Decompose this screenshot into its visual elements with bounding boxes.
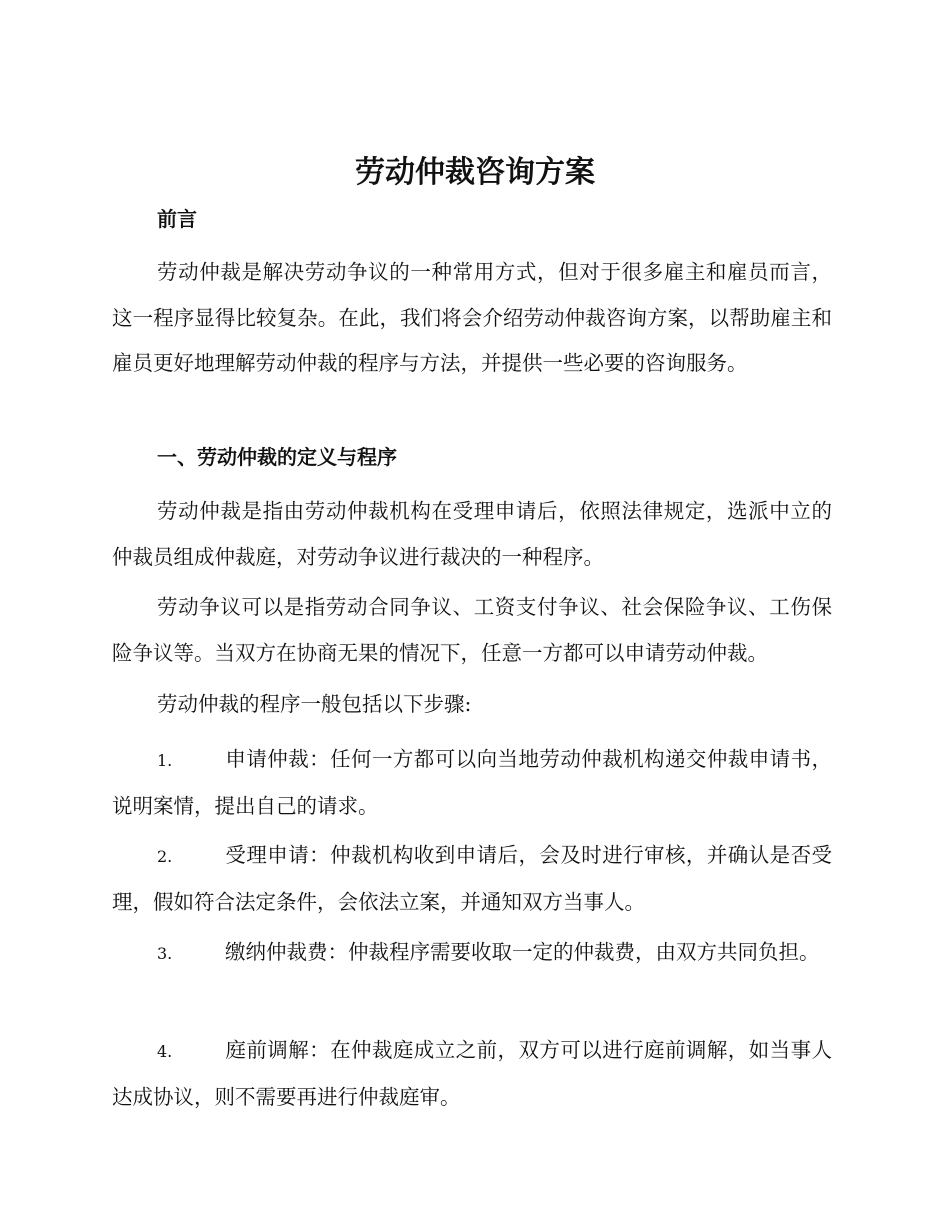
definition-paragraph: 劳动仲裁是指由劳动仲裁机构在受理申请后，依照法律规定，选派中立的仲裁员组成仲裁庭，对劳动争议进行裁决的一种程序。 xyxy=(112,499,832,569)
step-text: 庭前调解：在仲裁庭成立之前，双方可以进行庭前调解，如当事人达成协议，则不需要再进行仲裁庭审。 xyxy=(112,1038,832,1109)
step-item xyxy=(112,737,832,829)
step-text: 申请仲裁：任何一方都可以向当地劳动仲裁机构递交仲裁申请书，说明案情，提出自己的请求。 xyxy=(112,747,832,818)
step-number: 4. xyxy=(157,1042,173,1061)
step-text: 受理申请：仲裁机构收到申请后，会及时进行审核，并确认是否受理，假如符合法定条件，会依法立案，并通知双方当事人。 xyxy=(112,843,832,914)
step-number: 1. xyxy=(157,751,173,770)
section1-heading: 一、劳动仲裁的定义与程序 xyxy=(157,445,397,469)
step-item xyxy=(112,833,832,925)
step-item xyxy=(112,1028,832,1120)
procedure-intro-paragraph: 劳动仲裁的程序一般包括以下步骤: xyxy=(157,692,472,716)
document-title: 劳动仲裁咨询方案 xyxy=(355,155,595,190)
step-text: 缴纳仲裁费：仲裁程序需要收取一定的仲裁费，由双方共同负担。 xyxy=(225,940,820,964)
preface-heading: 前言 xyxy=(157,207,197,231)
dispute-types-paragraph: 劳动争议可以是指劳动合同争议、工资支付争议、社会保险争议、工伤保险争议等。当双方在协商无果的情况下，任意一方都可以申请劳动仲裁。 xyxy=(112,595,832,665)
step-number: 2. xyxy=(157,847,173,866)
step-item xyxy=(112,930,832,977)
preface-paragraph: 劳动仲裁是解决劳动争议的一种常用方式，但对于很多雇主和雇员而言，这一程序显得比较复杂。在此，我们将会介绍劳动仲裁咨询方案，以帮助雇主和雇员更好地理解劳动仲裁的程序与方法，并提供一些必要的咨询服务。 xyxy=(112,260,832,375)
step-number: 3. xyxy=(157,944,173,963)
